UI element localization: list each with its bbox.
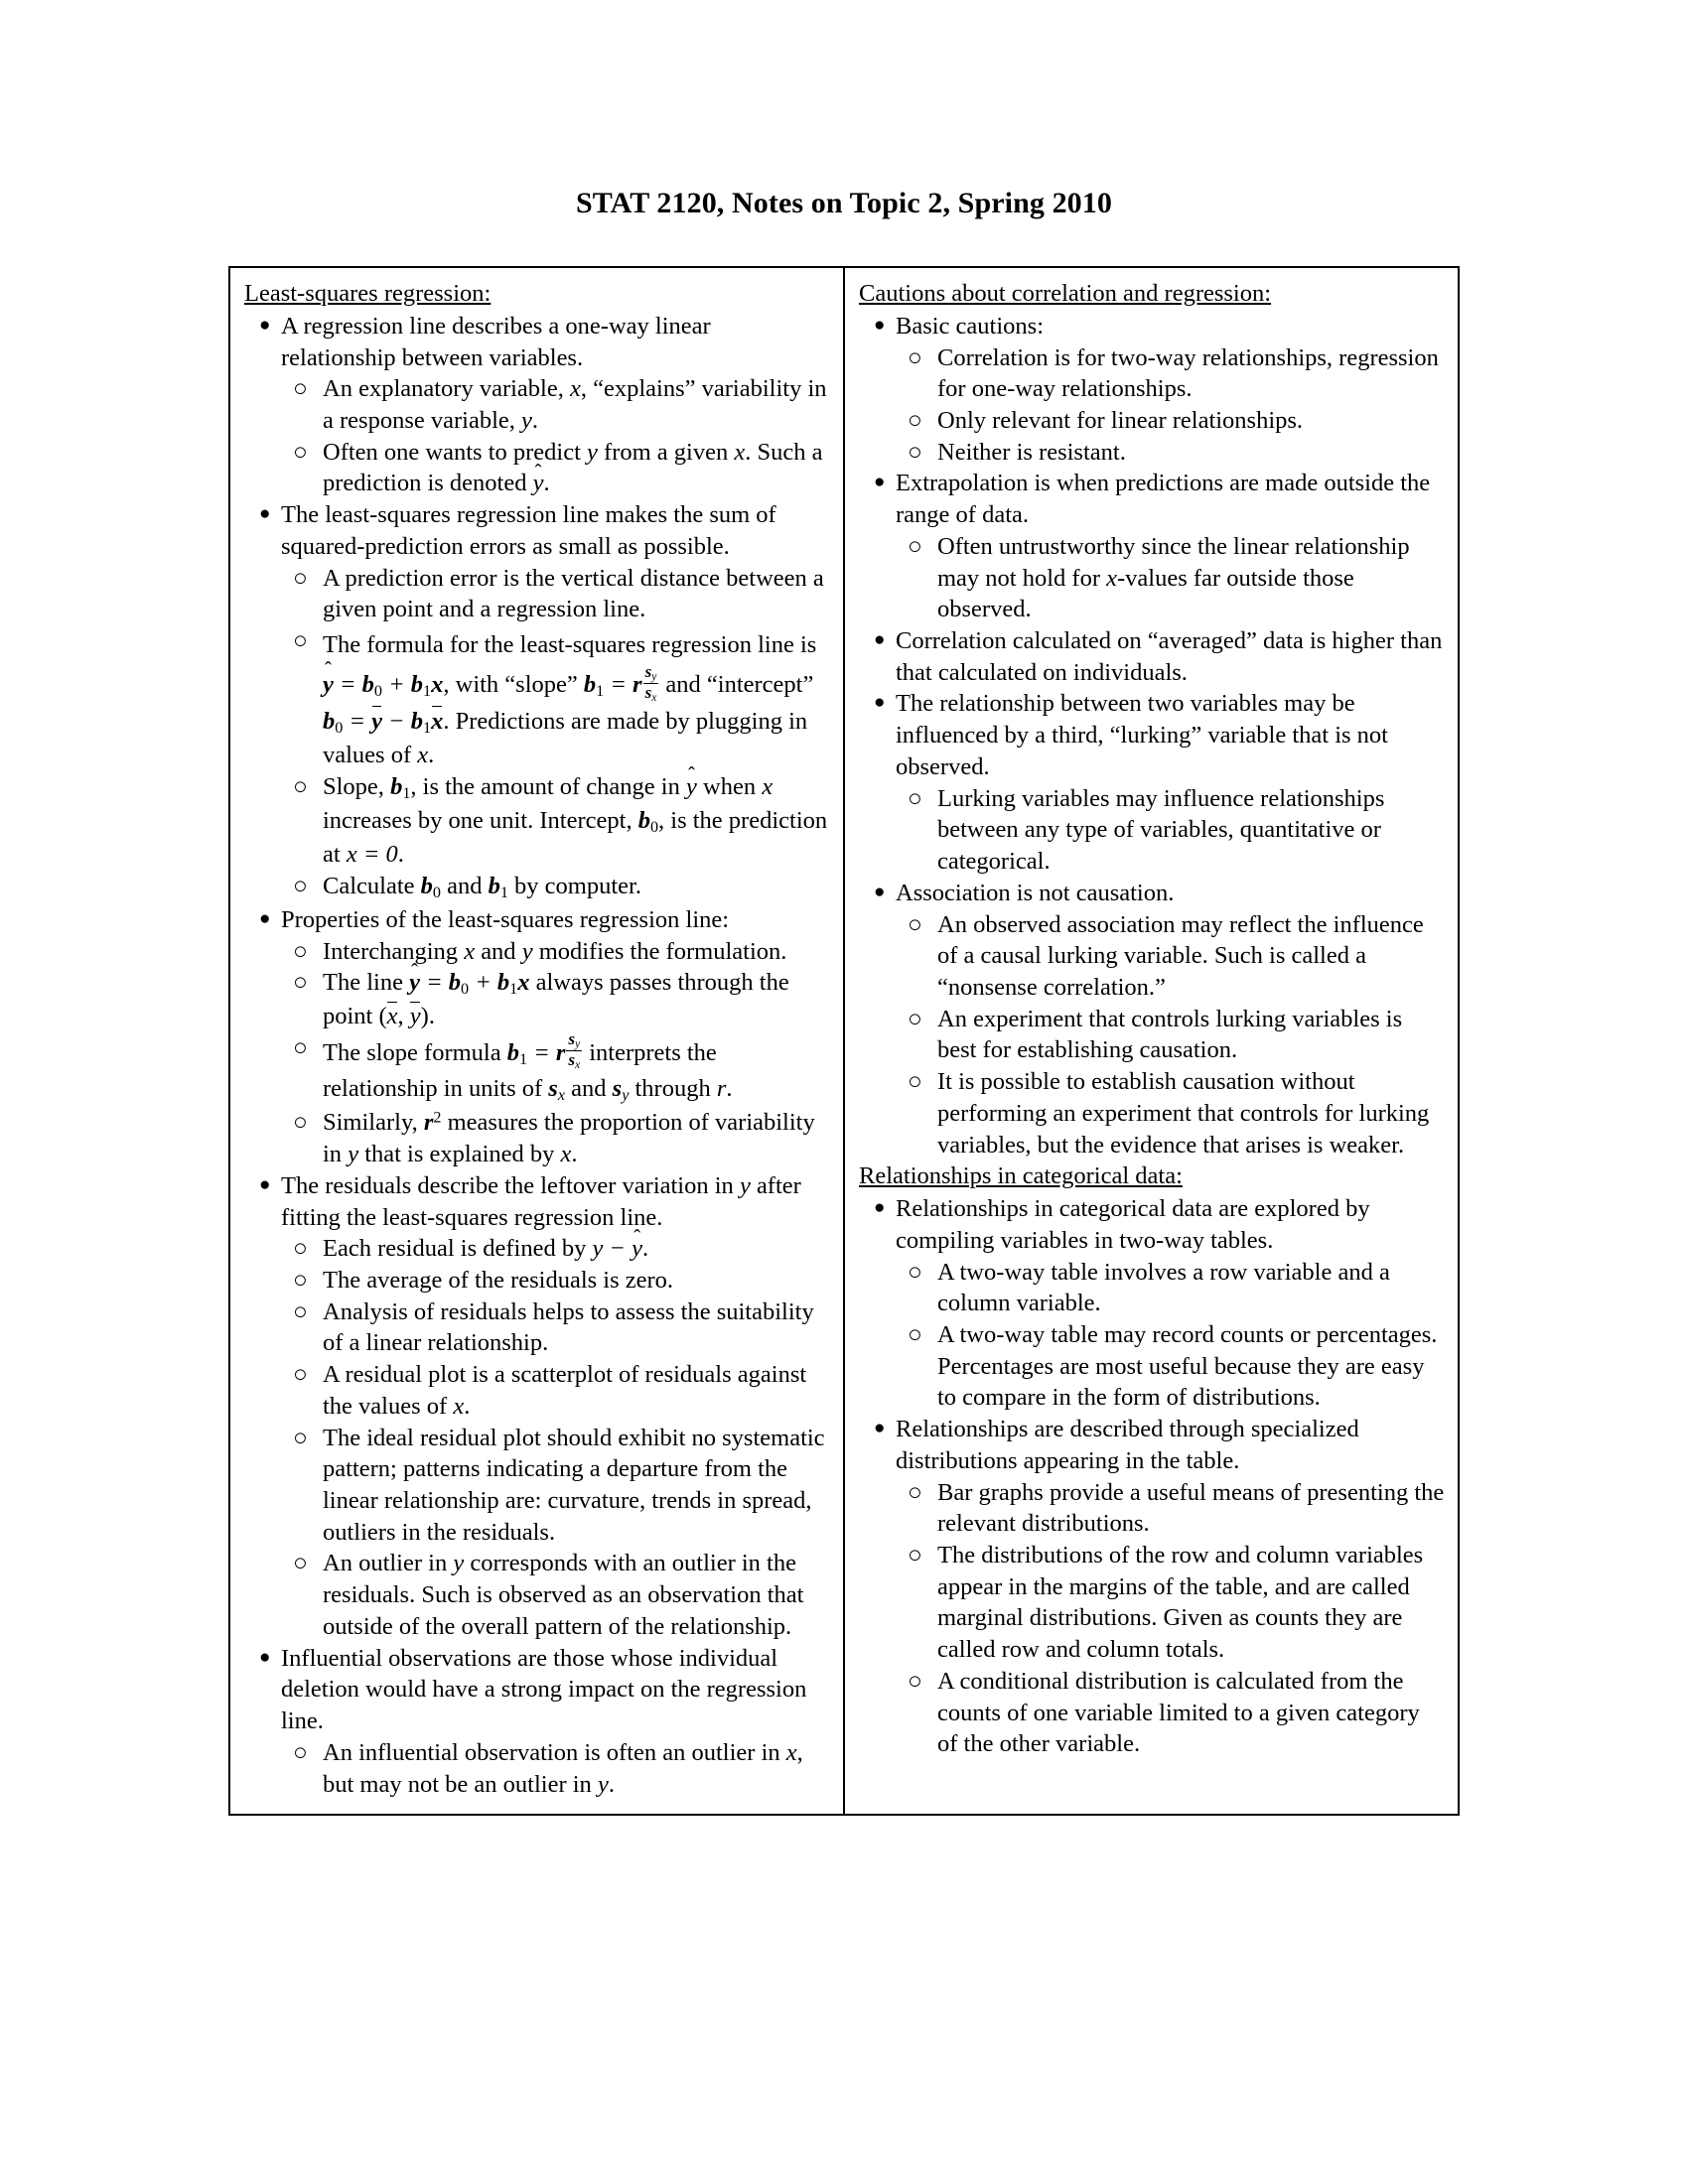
circle-bullet-icon: ○ [908, 532, 922, 560]
bullet-icon: ● [874, 881, 886, 902]
sub-list-item [281, 1029, 831, 1107]
list-item [242, 311, 831, 499]
list-item-text: The least-squares regression line makes the sum of squared-prediction errors as small as possible. [281, 501, 776, 560]
list-item [857, 878, 1446, 1160]
bullet-icon: ● [259, 907, 271, 929]
sub-list-item-text: A two-way table may record counts or percentages. Percentages are most useful because they are easy to compare in the form of distributions. [937, 1320, 1438, 1412]
sub-list-item-text: The distributions of the row and column variables appear in the margins of the table, and are called marginal distributions. Given as counts they are called row and column totals. [937, 1542, 1424, 1664]
sub-list-item [281, 1737, 831, 1800]
circle-bullet-icon: ○ [293, 872, 308, 899]
bullet-icon: ● [259, 314, 271, 336]
bullet-icon: ● [874, 692, 886, 714]
circle-bullet-icon: ○ [908, 1068, 922, 1096]
circle-bullet-icon: ○ [908, 1258, 922, 1286]
circle-bullet-icon: ○ [293, 1267, 308, 1294]
sub-list [281, 563, 831, 904]
list-item-text: Relationships in categorical data are explored by compiling variables in two-way tables. [896, 1195, 1370, 1254]
sub-list-item-text: Analysis of residuals helps to assess the suitability of a linear relationship. [323, 1297, 814, 1357]
right-column-list-2 [857, 1193, 1446, 1760]
bullet-icon: ● [874, 472, 886, 493]
list-item [857, 1193, 1446, 1414]
sub-list-item-text: A prediction error is the vertical distance between a given point and a regression line. [323, 564, 824, 623]
sub-list-item-text: Neither is resistant. [937, 438, 1126, 466]
list-item-text: Extrapolation is when predictions are made outside the range of data. [896, 470, 1431, 529]
sub-list [896, 531, 1446, 625]
sub-list-item-text: The line $y = b_0 + b_1x$ always passes through the point ( x, y). [323, 969, 789, 1030]
list-item-text: Association is not causation. [896, 879, 1175, 906]
sub-list-item [896, 531, 1446, 625]
sub-list [281, 1233, 831, 1642]
bullet-icon: ● [874, 1418, 886, 1439]
sub-list-item [281, 936, 831, 968]
sub-list-item-text: A residual plot is a scatterplot of residuals against the values of x. [323, 1361, 807, 1420]
list-item [857, 311, 1446, 469]
circle-bullet-icon: ○ [293, 1550, 308, 1577]
circle-bullet-icon: ○ [293, 438, 308, 466]
circle-bullet-icon: ○ [908, 784, 922, 812]
sub-list-item-text: An influential observation is often an outlier in x, but may not be an outlier in y. [323, 1738, 803, 1798]
sub-list-item [281, 1233, 831, 1265]
sub-list-item-text: Slope, $b_1$, is the amount of change in y when x increases by one unit. Intercept, $b_0$, is the prediction at x = 0. [323, 772, 828, 868]
circle-bullet-icon: ○ [908, 1667, 922, 1695]
sub-list-item-text: Lurking variables may influence relationships between any type of variables, quantitative or categorical. [937, 784, 1385, 876]
right-column [845, 268, 1458, 1814]
sub-list-item [281, 563, 831, 625]
sub-list-item [896, 1319, 1446, 1414]
sub-list-item [281, 437, 831, 499]
list-item [242, 499, 831, 904]
sub-list-item-text: The average of the residuals is zero. [323, 1267, 674, 1294]
sub-list-item [896, 909, 1446, 1004]
sub-list [281, 1737, 831, 1800]
sub-list-item [896, 1257, 1446, 1319]
sub-list [281, 373, 831, 499]
list-item [242, 1643, 831, 1801]
sub-list-item-text: Correlation is for two-way relationships, regression for one-way relationships. [937, 343, 1439, 403]
sub-list-item [281, 771, 831, 871]
circle-bullet-icon: ○ [293, 937, 308, 965]
sub-list-item [896, 342, 1446, 405]
sub-list [896, 1257, 1446, 1415]
sub-list-item [281, 1359, 831, 1422]
sub-list-item-text: Interchanging x and y modifies the formulation. [323, 937, 787, 965]
sub-list-item-text: Often untrustworthy since the linear relationship may not hold for x-values far outside those observed. [937, 532, 1410, 623]
right-column-list-1 [857, 311, 1446, 1160]
circle-bullet-icon: ○ [908, 438, 922, 466]
bullet-icon: ● [874, 314, 886, 336]
circle-bullet-icon: ○ [908, 407, 922, 434]
sub-list-item [896, 783, 1446, 878]
sub-list-item-text: Bar graphs provide a useful means of presenting the relevant distributions. [937, 1478, 1445, 1538]
list-item-text: Relationships are described through specialized distributions appearing in the table. [896, 1416, 1359, 1474]
circle-bullet-icon: ○ [293, 772, 308, 800]
bullet-icon: ● [874, 1197, 886, 1219]
sub-list-item [281, 967, 831, 1032]
left-column-list [242, 311, 831, 1800]
circle-bullet-icon: ○ [908, 1478, 922, 1506]
left-column [230, 268, 845, 1814]
circle-bullet-icon: ○ [293, 375, 308, 403]
circle-bullet-icon: ○ [908, 910, 922, 938]
list-item-text: Properties of the least-squares regression line: [281, 905, 730, 933]
sub-list-item [896, 1066, 1446, 1160]
sub-list-item [896, 1666, 1446, 1760]
list-item-text: The relationship between two variables may be influenced by a third, “lurking” variable that is not observed. [896, 690, 1388, 780]
sub-list-item-text: It is possible to establish causation without performing an experiment that controls for lurking variables, but the evidence that arises is weaker. [937, 1068, 1430, 1159]
circle-bullet-icon: ○ [908, 1542, 922, 1569]
sub-list-item [281, 1265, 831, 1297]
sub-list-item-text: An observed association may reflect the influence of a causal lurking variable. Such is called a “nonsense correlation.” [937, 910, 1424, 1001]
list-item-text: The residuals describe the leftover variation in y after fitting the least-squares regression line. [281, 1171, 801, 1231]
sub-list-item-text: A conditional distribution is calculated from the counts of one variable limited to a given category of the other variable. [937, 1667, 1420, 1758]
circle-bullet-icon: ○ [908, 1005, 922, 1032]
sub-list-item-text: A two-way table involves a row variable and a column variable. [937, 1258, 1390, 1317]
circle-bullet-icon: ○ [293, 1034, 308, 1062]
list-item [857, 625, 1446, 688]
sub-list-item [281, 1423, 831, 1549]
sub-list-item [896, 437, 1446, 469]
sub-list-item-text: The ideal residual plot should exhibit no systematic pattern; patterns indicating a departure from the linear relationship are: curvature, trends in spread, outliers in the residuals. [323, 1424, 825, 1546]
circle-bullet-icon: ○ [293, 969, 308, 997]
sub-list [896, 783, 1446, 878]
circle-bullet-icon: ○ [908, 1320, 922, 1348]
circle-bullet-icon: ○ [293, 1109, 308, 1137]
sub-list-item [281, 1297, 831, 1359]
list-item [242, 904, 831, 1170]
sub-list [896, 1477, 1446, 1760]
right-column-heading-1: Cautions about correlation and regression: [859, 280, 1272, 307]
bullet-icon: ● [259, 503, 271, 525]
sub-list-item-text: An experiment that controls lurking variables is best for establishing causation. [937, 1005, 1403, 1064]
sub-list-item [281, 625, 831, 771]
sub-list-item-text: An explanatory variable, x, “explains” variability in a response variable, y. [323, 375, 827, 434]
list-item-text: Influential observations are those whose individual deletion would have a strong impact on the regression line. [281, 1644, 807, 1735]
list-item [242, 1170, 831, 1643]
list-item [857, 688, 1446, 877]
sub-list-item [896, 405, 1446, 437]
left-column-heading: Least-squares regression: [244, 280, 492, 307]
circle-bullet-icon: ○ [293, 1738, 308, 1766]
sub-list-item [896, 1477, 1446, 1540]
list-item [857, 1414, 1446, 1760]
circle-bullet-icon: ○ [293, 1424, 308, 1451]
sub-list-item [896, 1004, 1446, 1066]
circle-bullet-icon: ○ [908, 343, 922, 371]
sub-list [281, 936, 831, 1170]
page-title: STAT 2120, Notes on Topic 2, Spring 2010 [576, 187, 1112, 219]
sub-list-item [896, 1540, 1446, 1666]
sub-list-item [281, 871, 831, 904]
sub-list-item-text: An outlier in y corresponds with an outlier in the residuals. Such is observed as an observation that outside of the overall pattern of the relationship. [323, 1550, 804, 1640]
sub-list-item-text: Only relevant for linear relationships. [937, 407, 1304, 434]
sub-list-item [281, 1548, 831, 1642]
sub-list-item-text: The formula for the least-squares regression line is $y = b_0 + b_1x$, with “slope” $b_1 = r$ $\frac{s_y}{s_x}$ and “intercept” $b_0$ = $y - b_1$ x. Predictions are made by plugging in values of x. [323, 631, 817, 768]
sub-list [896, 909, 1446, 1161]
list-item-text: A regression line describes a one-way linear relationship between variables. [281, 312, 711, 371]
sub-list-item [281, 373, 831, 436]
circle-bullet-icon: ○ [293, 1297, 308, 1325]
sub-list-item-text: Each residual is defined by y − y. [323, 1235, 649, 1263]
sub-list-item-text: Often one wants to predict y from a given x. Such a prediction is denoted y. [323, 438, 823, 497]
sub-list-item-text: The slope formula $b_1 = r$ $\frac{s_y}{s_x}$ interprets the relationship in units of $s_x$ and $s_y$ through r. [323, 1029, 733, 1105]
notes-table [228, 266, 1460, 1816]
bullet-icon: ● [259, 1173, 271, 1195]
right-column-heading-2: Relationships in categorical data: [859, 1162, 1183, 1190]
circle-bullet-icon: ○ [293, 1235, 308, 1263]
circle-bullet-icon: ○ [293, 627, 308, 655]
sub-list [896, 342, 1446, 469]
sub-list-item-text: Similarly, $r^2$ measures the proportion of variability in y that is explained by x. [323, 1109, 815, 1168]
bullet-icon: ● [874, 629, 886, 651]
list-item-text: Basic cautions: [896, 312, 1045, 340]
sub-list-item-text: Calculate $b_0$ and $b_1$ by computer. [323, 872, 641, 901]
list-item-text: Correlation calculated on “averaged” data is higher than that calculated on individuals. [896, 627, 1443, 686]
circle-bullet-icon: ○ [293, 1361, 308, 1389]
sub-list-item [281, 1107, 831, 1169]
bullet-icon: ● [259, 1646, 271, 1668]
circle-bullet-icon: ○ [293, 564, 308, 592]
list-item [857, 468, 1446, 625]
